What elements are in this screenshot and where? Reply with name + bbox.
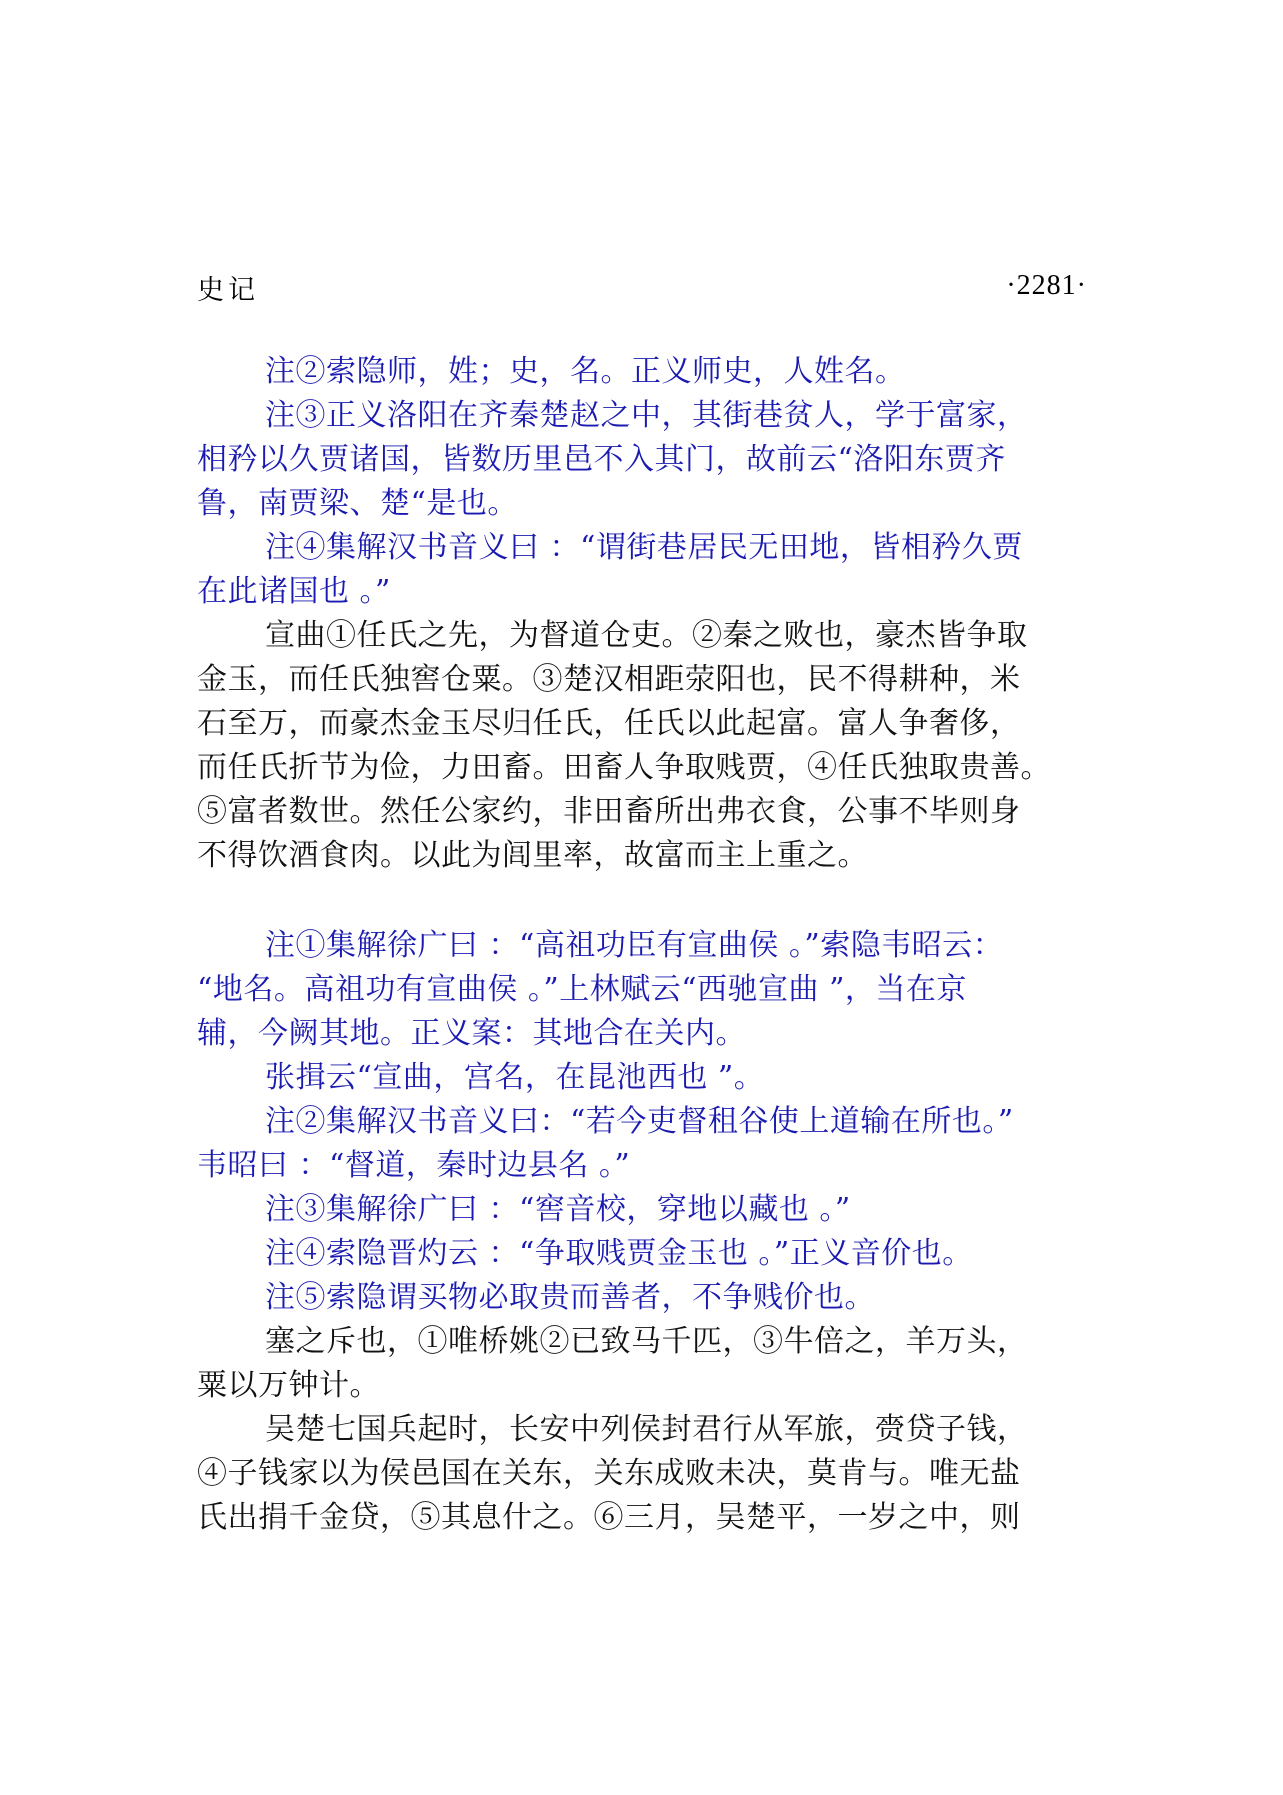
annotation-line: “地名。高祖功有宣曲侯 。”上林赋云“西驰宣曲 ”，当在京 — [197, 972, 967, 1007]
annotation-line: 辅，今阙其地。正义案：其地合在关内。 — [197, 1016, 746, 1051]
annotation-line: 注④集解汉书音义曰 ：“谓街巷居民无田地，皆相矜久贾 — [265, 530, 1023, 565]
page-number: ·2281· — [1006, 270, 1087, 301]
body-text-line: 而任氏折节为俭，力田畜。田畜人争取贱贾，④任氏独取贵善。 — [197, 750, 1051, 785]
body-text-line: 塞之斥也，①唯桥姚②已致马千匹，③牛倍之，羊万头， — [265, 1324, 1028, 1359]
annotation-line: 注③集解徐广曰 ：“窖音校，穿地以藏也 。” — [265, 1192, 851, 1227]
body-text-line: 粟以万钟计。 — [197, 1368, 380, 1403]
body-text-line: 吴楚七国兵起时，长安中列侯封君行从军旅，赍贷子钱， — [265, 1412, 1028, 1447]
body-text-line: 氏出捐千金贷，⑤其息什之。⑥三月，吴楚平，一岁之中，则 — [197, 1500, 1021, 1535]
annotation-line: 注④索隐晋灼云 ：“争取贱贾金玉也 。”正义音价也。 — [265, 1236, 973, 1271]
annotation-line: 相矜以久贾诸国，皆数历里邑不入其门，故前云“洛阳东贾齐 — [197, 442, 1006, 477]
annotation-line: 注③正义洛阳在齐秦楚赵之中，其街巷贫人，学于富家， — [265, 398, 1028, 433]
annotation-line: 注②集解汉书音义曰：“若今吏督租谷使上道输在所也。” — [265, 1104, 1014, 1139]
page-body — [197, 350, 1087, 1540]
annotation-line: 鲁，南贾梁、楚“是也。 — [197, 486, 518, 521]
annotation-line: 韦昭曰 ：“督道，秦时边县名 。” — [197, 1148, 631, 1183]
text-block-2 — [197, 924, 1087, 1540]
annotation-line: 注②索隐师，姓；史，名。正义师史，人姓名。 — [265, 354, 906, 389]
text-block-1 — [197, 350, 1087, 878]
body-text-line: 宣曲①任氏之先，为督道仓吏。②秦之败也，豪杰皆争取 — [265, 618, 1028, 653]
body-text-line: 金玉，而任氏独窖仓粟。③楚汉相距荥阳也，民不得耕种，米 — [197, 662, 1021, 697]
body-text-line: ⑤富者数世。然任公家约，非田畜所出弗衣食，公事不毕则身 — [197, 794, 1021, 829]
body-text-line: 石至万，而豪杰金玉尽归任氏，任氏以此起富。富人争奢侈， — [197, 706, 1021, 741]
body-text-line: ④子钱家以为侯邑国在关东，关东成败未决，莫肯与。唯无盐 — [197, 1456, 1021, 1491]
body-text-line: 不得饮酒食肉。以此为闾里率，故富而主上重之。 — [197, 838, 868, 873]
annotation-line: 注①集解徐广曰 ：“高祖功臣有宣曲侯 。”索隐韦昭云： — [265, 928, 1004, 963]
annotation-line: 注⑤索隐谓买物必取贵而善者，不争贱价也。 — [265, 1280, 875, 1315]
annotation-line: 张揖云“宣曲，宫名，在昆池西也 ”。 — [265, 1060, 765, 1095]
annotation-line: 在此诸国也 。” — [197, 574, 391, 609]
book-title: 史记 — [197, 275, 259, 306]
paragraph-gap — [197, 878, 1087, 924]
